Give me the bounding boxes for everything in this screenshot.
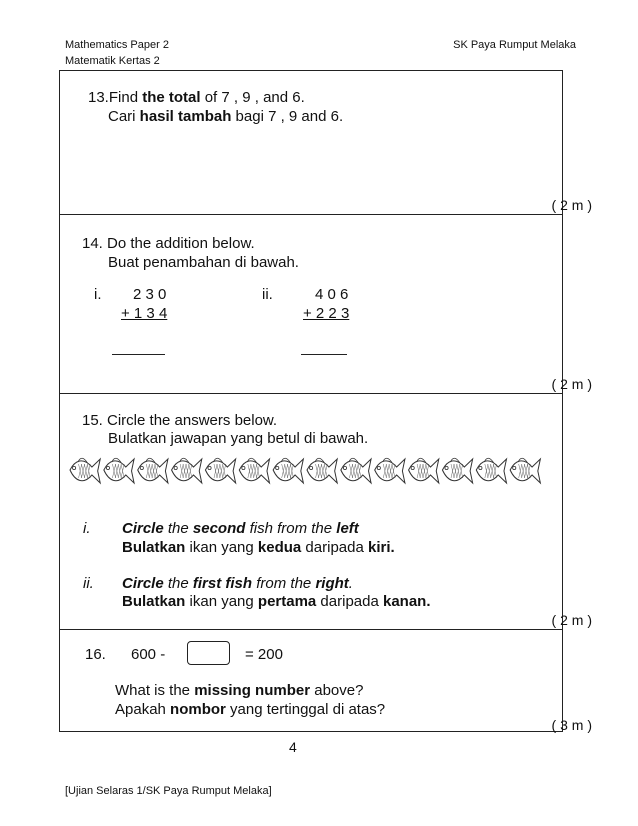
- header-subject-en: Mathematics Paper 2: [65, 39, 169, 51]
- q15-marks: ( 2 m ): [551, 612, 592, 628]
- fish-icon[interactable]: [138, 458, 168, 483]
- q16-number: 16.: [85, 646, 106, 663]
- q14-marks: ( 2 m ): [551, 376, 592, 392]
- fish-icon[interactable]: [273, 458, 303, 483]
- footer-text: [Ujian Selaras 1/SK Paya Rumput Melaka]: [65, 785, 272, 797]
- q14-part-i-answer-line: [112, 354, 165, 355]
- q13-english: 13.Find the total of 7 , 9 , and 6.: [88, 89, 305, 106]
- q16-marks: ( 3 m ): [551, 717, 592, 733]
- fish-icon[interactable]: [442, 458, 472, 483]
- q15-i-label: i.: [83, 520, 91, 537]
- q14-english: 14. Do the addition below.: [82, 235, 255, 252]
- fish-row: [68, 453, 542, 487]
- q14-part-ii-label: ii.: [262, 286, 273, 303]
- fish-icon[interactable]: [510, 458, 540, 483]
- header-school: SK Paya Rumput Melaka: [453, 39, 576, 51]
- fish-icon[interactable]: [375, 458, 405, 483]
- q13-malay: Cari hasil tambah bagi 7 , 9 and 6.: [108, 108, 344, 125]
- fish-icon[interactable]: [205, 458, 235, 483]
- fish-icon[interactable]: [172, 458, 202, 483]
- q14-part-ii-bottom: + 2 2 3: [303, 305, 350, 322]
- q16-right-expression: = 200: [245, 646, 283, 663]
- q15-i-malay: Bulatkan ikan yang kedua daripada kiri.: [122, 539, 395, 556]
- fish-icon[interactable]: [307, 458, 337, 483]
- page-number: 4: [289, 739, 297, 755]
- q16-left-expression: 600 -: [131, 646, 166, 663]
- fish-icon[interactable]: [70, 458, 100, 483]
- q14-malay: Buat penambahan di bawah.: [108, 254, 299, 271]
- fish-icon[interactable]: [239, 458, 269, 483]
- fish-icon[interactable]: [476, 458, 506, 483]
- q13-marks: ( 2 m ): [551, 197, 592, 213]
- q14-part-i-label: i.: [94, 286, 102, 303]
- q14-part-i-bottom: + 1 3 4: [121, 305, 168, 322]
- q14-part-ii-answer-line: [301, 354, 347, 355]
- header-subject-ms: Matematik Kertas 2: [65, 55, 160, 67]
- q15-ii-malay: Bulatkan ikan yang pertama daripada kanan.: [122, 593, 431, 610]
- fish-icon[interactable]: [409, 458, 439, 483]
- q15-i-english: Circle the second fish from the left: [122, 520, 359, 537]
- q15-malay: Bulatkan jawapan yang betul di bawah.: [108, 430, 369, 447]
- q14-part-i-top: 2 3 0: [133, 286, 167, 303]
- q15-ii-english: Circle the first fish from the right.: [122, 575, 353, 592]
- q15-english: 15. Circle the answers below.: [82, 412, 278, 429]
- q16-english: What is the missing number above?: [115, 682, 364, 699]
- fish-icon[interactable]: [341, 458, 371, 483]
- q14-part-ii-top: 4 0 6: [315, 286, 349, 303]
- fish-icon[interactable]: [104, 458, 134, 483]
- q16-answer-box[interactable]: [187, 641, 230, 665]
- q16-malay: Apakah nombor yang tertinggal di atas?: [115, 701, 386, 718]
- q15-ii-label: ii.: [83, 575, 94, 592]
